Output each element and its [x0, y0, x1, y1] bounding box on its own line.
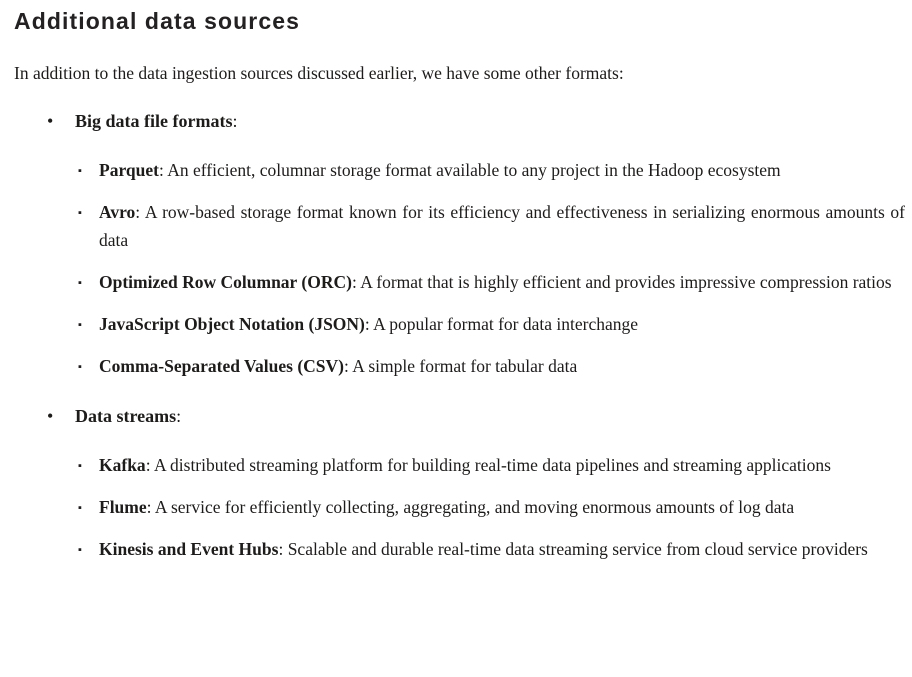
- section-label: Data streams: [75, 405, 177, 426]
- item-description: Scalable and durable real-time data streaming service from cloud service providers: [287, 538, 868, 559]
- item-separator: :: [135, 201, 145, 222]
- format-item: [14, 156, 905, 184]
- item-separator: :: [351, 271, 361, 292]
- item-term: JavaScript Object Notation (JSON): [99, 313, 365, 334]
- item-description: A format that is highly efficient and provides impressive compression ratios: [360, 271, 892, 292]
- item-term: Optimized Row Columnar (ORC): [99, 271, 352, 292]
- format-item: [14, 310, 905, 338]
- item-description: A simple format for tabular data: [352, 355, 578, 376]
- format-item: [14, 352, 905, 380]
- section-label: Big data file formats: [75, 110, 233, 131]
- item-term: Kafka: [99, 454, 146, 475]
- square-bullet-icon: ▪: [78, 459, 82, 472]
- round-bullet-icon: •: [47, 405, 54, 426]
- square-bullet-icon: ▪: [78, 164, 82, 177]
- format-item: [14, 451, 905, 479]
- section-colon: :: [176, 405, 182, 426]
- item-term: Avro: [99, 201, 136, 222]
- square-bullet-icon: ▪: [78, 501, 82, 514]
- intro-paragraph: In addition to the data ingestion sources discussed earlier, we have some other formats:: [14, 62, 624, 83]
- item-term: Comma-Separated Values (CSV): [99, 355, 344, 376]
- item-separator: :: [278, 538, 288, 559]
- item-separator: :: [344, 355, 353, 376]
- item-term: Flume: [99, 496, 147, 517]
- data-sources-list: [14, 107, 905, 563]
- section-colon: :: [232, 110, 238, 131]
- square-bullet-icon: ▪: [78, 318, 82, 331]
- item-description: A distributed streaming platform for building real-time data pipelines and streaming applications: [153, 454, 831, 475]
- format-item: [14, 268, 905, 296]
- item-description: A row-based storage format known for its efficiency and effectiveness in serializing enormous amounts of data: [99, 201, 905, 250]
- item-description: A popular format for data interchange: [373, 313, 638, 334]
- section-item: [14, 402, 905, 430]
- item-term: Kinesis and Event Hubs: [99, 538, 279, 559]
- format-item: [14, 535, 905, 563]
- item-separator: :: [145, 454, 154, 475]
- page-title: Additional data sources: [14, 8, 301, 34]
- format-item: [14, 198, 905, 254]
- item-separator: :: [158, 159, 168, 180]
- item-term: Parquet: [99, 159, 159, 180]
- item-description: A service for efficiently collecting, aggregating, and moving enormous amounts of log data: [154, 496, 795, 517]
- square-bullet-icon: ▪: [78, 206, 82, 219]
- square-bullet-icon: ▪: [78, 360, 82, 373]
- item-separator: :: [364, 313, 374, 334]
- item-separator: :: [146, 496, 155, 517]
- square-bullet-icon: ▪: [78, 276, 82, 289]
- item-description: An efficient, columnar storage format available to any project in the Hadoop ecosystem: [167, 159, 781, 180]
- round-bullet-icon: •: [47, 110, 54, 131]
- format-item: [14, 493, 905, 521]
- square-bullet-icon: ▪: [78, 543, 82, 556]
- section-item: [14, 107, 905, 135]
